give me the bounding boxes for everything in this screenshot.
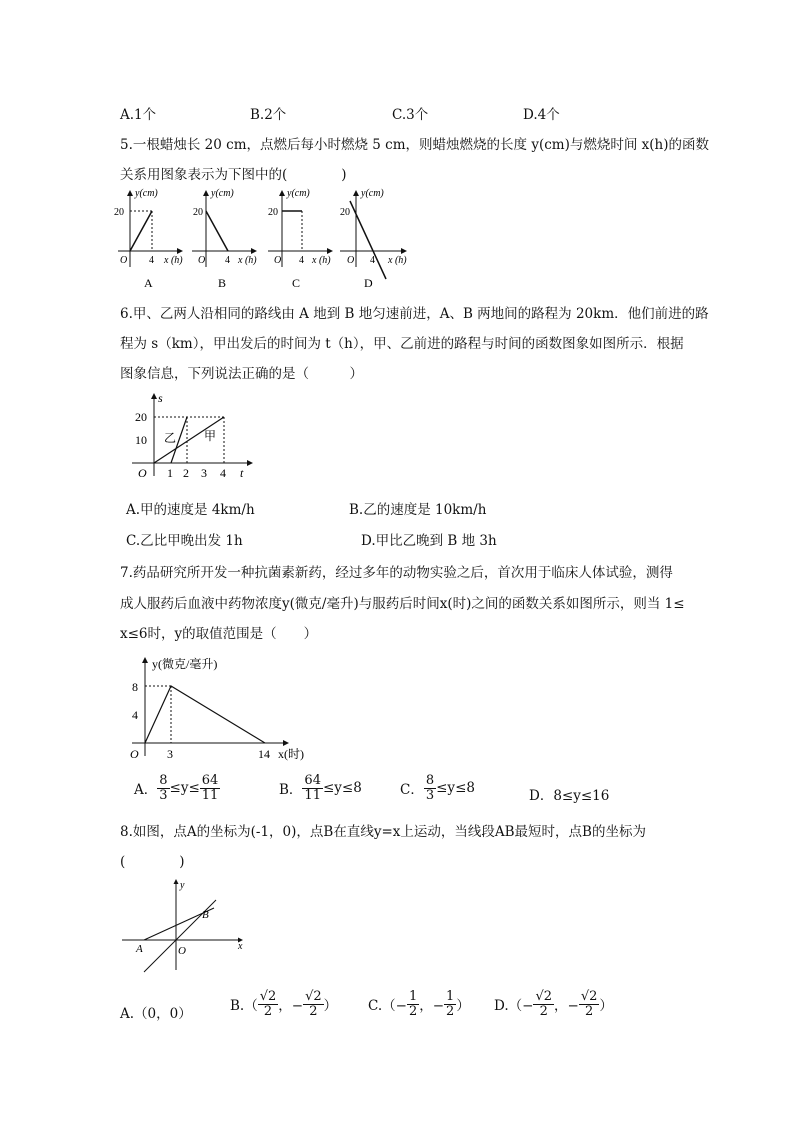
q7-a-frac1-num: 8: [159, 773, 168, 788]
q5-graph-a: [114, 188, 183, 290]
q4-option-a: A.1个: [120, 107, 157, 123]
q5c-xlabel: x (h): [312, 255, 331, 266]
q5c-ylabel: y(cm): [287, 188, 310, 199]
q6-origin: O: [138, 466, 147, 480]
q8-c-sep: ，−: [419, 998, 445, 1015]
q8-c-frac1-num: 1: [408, 989, 418, 1004]
q7-b-frac-num: 64: [304, 773, 321, 788]
q7-ylabel: y(微克/毫升): [152, 657, 218, 671]
q7-b-frac: [302, 774, 323, 802]
q6-option-b: B.乙的速度是 10km/h: [349, 502, 487, 518]
q4-option-d: D.4个: [523, 107, 560, 123]
q8-c-prefix: C.（−: [368, 998, 407, 1015]
q5-graph-d: [340, 188, 407, 290]
q8-b-frac2: [303, 990, 324, 1018]
q8-b-frac2-num: √2: [305, 989, 322, 1004]
q6-option-a: A.甲的速度是 4km/h: [126, 502, 255, 518]
q5b-xlabel: x (h): [238, 255, 257, 266]
q6-option-c: C.乙比甲晚出发 1h: [126, 533, 243, 549]
q7-curve: [145, 686, 265, 743]
q5a-ylabel: y(cm): [135, 188, 158, 199]
q7-c-suffix: ≤y≤8: [436, 780, 475, 797]
q8-label-a: A: [136, 943, 143, 955]
q5c-tick-4: 4: [299, 255, 304, 266]
q7-b-suffix: ≤y≤8: [322, 780, 362, 797]
q5d-xlabel: x (h): [388, 255, 407, 266]
q5b-ylabel: y(cm): [211, 188, 234, 199]
q5d-letter: D: [364, 276, 373, 290]
q5a-origin: O: [120, 255, 128, 266]
q7-xlabel: x(时): [278, 747, 304, 761]
q8-c-frac2: [444, 990, 456, 1018]
q7-a-frac2-den: 11: [201, 787, 219, 803]
q8-c-frac1: [407, 990, 419, 1018]
q7-a-prefix: A．: [134, 782, 158, 799]
q8-b-frac1-den: 2: [263, 1003, 273, 1019]
q5c-tick-20: 20: [268, 207, 278, 218]
q6-label-yi: 乙: [164, 431, 177, 445]
q5c-origin: O: [274, 255, 282, 266]
q8-graph: [118, 876, 252, 976]
q6-graph: [128, 390, 258, 480]
q6-ytick-20: 20: [135, 410, 147, 424]
q7-d-text: D．8≤y≤16: [529, 788, 610, 804]
q8-d-frac2-num: √2: [580, 989, 598, 1004]
q8-label-y: y: [180, 880, 185, 891]
q5b-tick-20: 20: [193, 207, 203, 218]
q7-c-frac: [424, 774, 436, 802]
q6-xtick-3: 3: [201, 466, 207, 480]
q8-d-prefix: D.（−: [494, 998, 534, 1015]
q6-xtick-2: 2: [183, 466, 189, 480]
q6-ytick-10: 10: [135, 433, 147, 447]
q8-b-frac1-num: √2: [259, 989, 277, 1004]
q8-b-frac2-den: 2: [309, 1003, 318, 1019]
q8-d-frac2-den: 2: [584, 1003, 594, 1019]
q7-a-mid: ≤y≤: [169, 780, 200, 797]
q8-option-d: [494, 990, 613, 1018]
q7-option-a: [134, 774, 220, 802]
q7-a-frac1-den: 3: [159, 787, 168, 803]
q6-option-d: D.甲比乙晚到 B 地 3h: [361, 533, 497, 549]
q8-stem-line1: 8.如图，点A的坐标为(-1，0)，点B在直线y=x上运动，当线段AB最短时，点B的坐标为: [120, 824, 646, 840]
q8-b-sep: ，−: [278, 998, 304, 1015]
q8-b-prefix: B.（: [230, 998, 258, 1015]
q5d-origin: O: [347, 255, 355, 266]
q4-option-c: C.3个: [392, 107, 429, 123]
q5a-letter: A: [144, 276, 153, 290]
q7-b-prefix: B．: [279, 782, 303, 799]
q7-stem-line1: 7.药品研究所开发一种抗菌素新药，经过多年的动物实验之后，首次用于临床人体试验，测得: [120, 565, 673, 581]
q8-label-x: x: [238, 941, 243, 952]
q8-c-frac2-num: 1: [446, 989, 455, 1004]
q6-label-jia: 甲: [204, 429, 217, 443]
q5c-letter: C: [292, 276, 301, 290]
q5b-letter: B: [218, 276, 227, 290]
q8-c-frac2-den: 2: [446, 1003, 455, 1019]
q6-xlabel: t: [240, 466, 244, 480]
q6-stem-line3: 图象信息，下列说法正确的是（ ）: [120, 366, 363, 382]
q8-stem-line2: ( ): [120, 854, 185, 870]
q8-c-frac1-den: 2: [408, 1003, 418, 1019]
q4-option-b: B.2个: [250, 107, 287, 123]
q5d-ylabel: y(cm): [361, 188, 384, 199]
q5-graphs: [110, 183, 420, 295]
q6-stem-line2: 程为 s（km），甲出发后的时间为 t（h），甲、乙前进的路程与时间的函数图象如图所示．根据: [120, 336, 684, 352]
q6-xtick-4: 4: [220, 466, 226, 480]
q8-label-b: B: [202, 909, 209, 921]
q5a-tick-4: 4: [149, 255, 154, 266]
q5b-tick-4: 4: [225, 255, 230, 266]
q7-option-d: [529, 784, 609, 804]
q7-c-frac-den: 3: [425, 787, 435, 803]
q5d-tick-20: 20: [340, 207, 350, 218]
q8-option-c: [368, 990, 470, 1018]
q6-stem-line1: 6.甲、乙两人沿相同的路线由 A 地到 B 地匀速前进，A、B 两地间的路程为 20km．他们前进的路: [120, 306, 709, 322]
q8-label-o: O: [178, 945, 186, 957]
q7-origin: O: [130, 747, 139, 761]
q5d-tick-4: 4: [370, 255, 375, 266]
q8-b-suffix: ）: [323, 998, 338, 1015]
q7-stem-line2: 成人服药后血液中药物浓度y(微克/毫升)与服药后时间x(时)之间的函数关系如图所示，则当 1≤: [120, 596, 685, 612]
q8-d-frac1: [533, 990, 554, 1018]
q5-graph-b: [192, 188, 257, 290]
q6-ylabel: s: [158, 391, 163, 405]
q7-a-frac2-num: 64: [201, 773, 219, 788]
q8-a-text: A.（0，0）: [120, 1006, 192, 1022]
q8-d-sep: ，−: [554, 998, 579, 1015]
q7-ytick-8: 8: [132, 680, 138, 694]
q7-stem-line3: x≤6时，y的取值范围是（ ）: [120, 626, 318, 642]
q7-ytick-4: 4: [132, 708, 138, 722]
q8-d-frac1-num: √2: [535, 989, 553, 1004]
q7-option-b: [279, 774, 362, 802]
q5-stem-line2: 关系用图象表示为下图中的( ): [120, 167, 347, 183]
q7-graph: [128, 652, 328, 762]
q7-c-prefix: C．: [400, 782, 424, 799]
q8-b-frac1: [258, 990, 279, 1018]
q5b-origin: O: [198, 255, 206, 266]
q5a-xlabel: x (h): [164, 255, 183, 266]
q7-b-frac-den: 11: [304, 787, 321, 803]
q8-d-frac1-den: 2: [539, 1003, 548, 1019]
q8-option-b: [230, 990, 337, 1018]
q7-xtick-14: 14: [258, 747, 270, 761]
q8-d-frac2: [579, 990, 600, 1018]
q8-c-suffix: ）: [456, 998, 470, 1015]
q8-option-a: [120, 1002, 192, 1022]
q5-graph-c: [268, 188, 332, 290]
q7-xtick-3: 3: [167, 747, 173, 761]
q7-a-frac2: [200, 774, 221, 802]
q5-stem-line1: 5.一根蜡烛长 20 cm，点燃后每小时燃烧 5 cm，则蜡烛燃烧的长度 y(cm)与燃烧时间 x(h)的函数: [120, 137, 709, 153]
q7-option-c: [400, 774, 475, 802]
q8-d-suffix: ）: [599, 998, 613, 1015]
q7-a-frac1: [157, 774, 169, 802]
q6-xtick-1: 1: [167, 466, 173, 480]
q5a-tick-20: 20: [114, 207, 124, 218]
q7-c-frac-num: 8: [425, 773, 435, 788]
